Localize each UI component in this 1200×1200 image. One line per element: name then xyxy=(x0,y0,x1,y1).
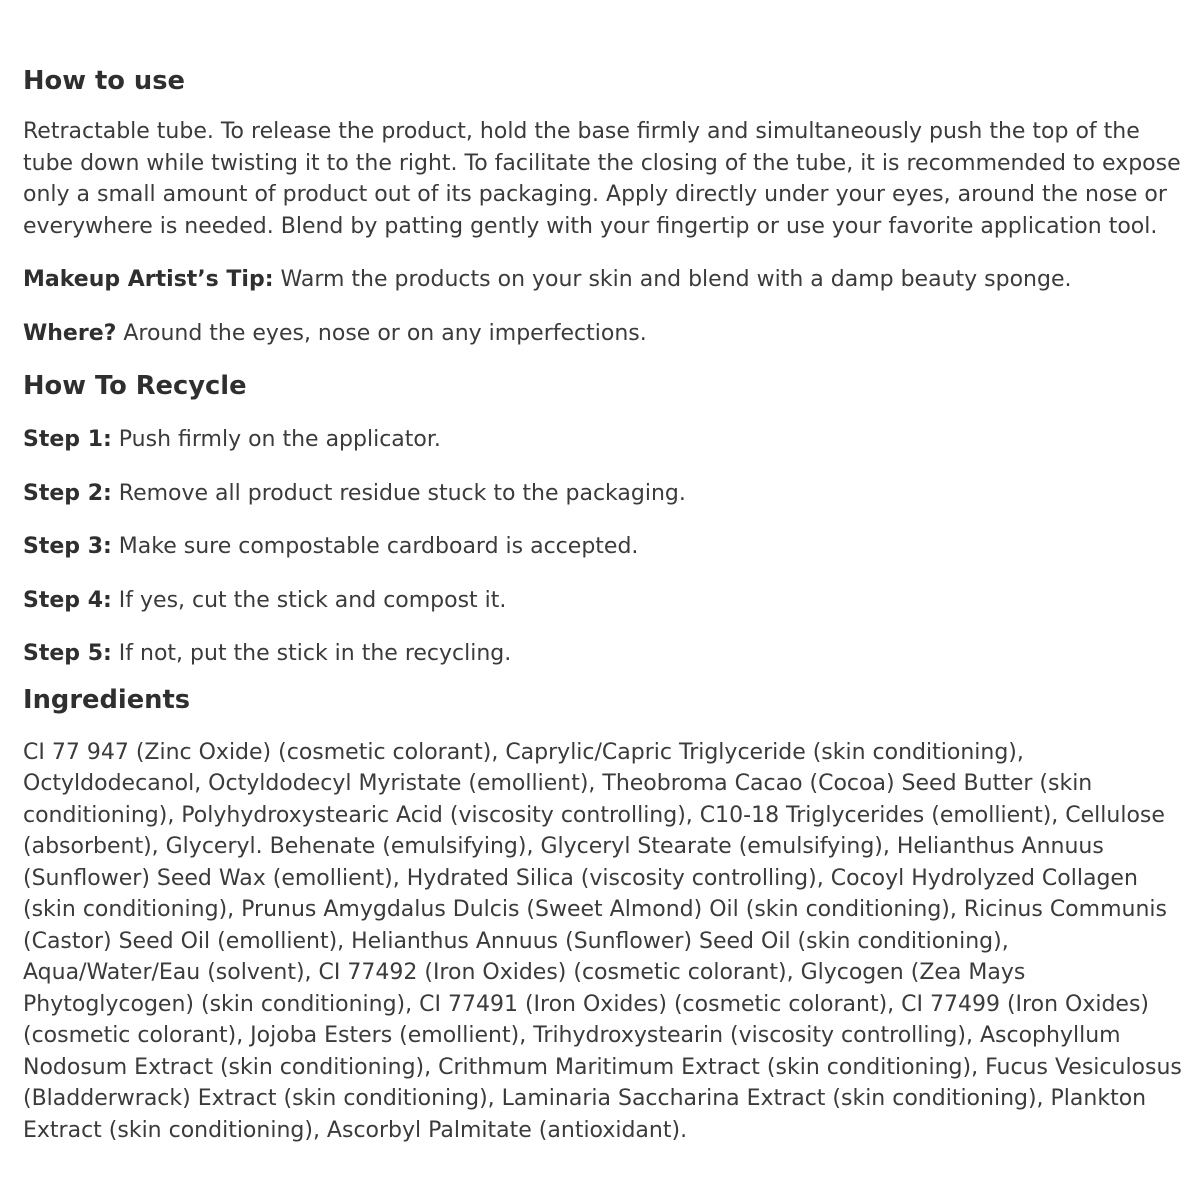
step-label: Step 5: xyxy=(23,641,112,666)
recycle-step-4 xyxy=(23,585,1182,617)
where-info xyxy=(23,318,1182,350)
step-text: Push firmly on the applicator. xyxy=(111,427,441,452)
step-label: Step 2: xyxy=(23,480,112,506)
makeup-tip xyxy=(23,264,1182,296)
where-text: Around the eyes, nose or on any imperfections. xyxy=(116,320,647,346)
step-text: If not, put the stick in the recycling. xyxy=(111,641,512,666)
ingredients-text: CI 77 947 (Zinc Oxide) (cosmetic colorant), Caprylic/Capric Triglyceride (skin conditioning), Octyldodecanol, Octyldodecyl Myristate (emollient), Theobroma Cacao (Cocoa) Seed Butter (skin conditioning), Polyhydroxystearic Acid (viscosity controlling), C10-18 Triglycerides (emollient), Cellulose (absorbent), Glyceryl. Behenate (emulsifying), Glyceryl Stearate (emulsifying), Helianthus Annuus (Sunflower) Seed Wax (emollient), Hydrated Silica (viscosity controlling), Cocoyl Hydrolyzed Collagen (skin conditioning), Prunus Amygdalus Dulcis (Sweet Almond) Oil (skin conditioning), Ricinus Communis (Castor) Seed Oil (emollient), Helianthus Annuus (Sunflower) Seed Oil (skin conditioning), Aqua/Water/Eau (solvent), CI 77492 (Iron Oxides) (cosmetic colorant), Glycogen (Zea Mays Phytoglycogen) (skin conditioning), CI 77491 (Iron Oxides) (cosmetic colorant), CI 77499 (Iron Oxides) (cosmetic colorant), Jojoba Esters (emollient), Trihydroxystearin (viscosity controlling), Ascophyllum Nodosum Extract (skin conditioning), Crithmum Maritimum Extract (skin conditioning), Fucus Vesiculosus (Bladderwrack) Extract (skin conditioning), Laminaria Saccharina Extract (skin conditioning), Plankton Extract (skin conditioning), Ascorbyl Palmitate (antioxidant). xyxy=(23,739,1182,1143)
how-to-use-heading: How to use xyxy=(23,66,185,96)
recycle-heading: How To Recycle xyxy=(23,371,247,401)
recycle-step-2 xyxy=(23,478,1182,510)
step-label: Step 3: xyxy=(23,534,112,559)
recycle-step-3 xyxy=(23,531,1182,563)
step-text: Make sure compostable cardboard is accepted. xyxy=(111,534,639,559)
step-text: If yes, cut the stick and compost it. xyxy=(111,587,507,613)
step-text: Remove all product residue stuck to the packaging. xyxy=(111,480,686,506)
ingredients-heading: Ingredients xyxy=(23,684,191,715)
where-label: Where? xyxy=(23,320,117,346)
recycle-step-1 xyxy=(23,424,1182,456)
makeup-tip-text: Warm the products on your skin and blend with a damp beauty sponge. xyxy=(273,267,1072,292)
how-to-use-text: Retractable tube. To release the product, hold the base firmly and simultaneously push the top of the tube down while twisting it to the right. To facilitate the closing of the tube, it is recommended to expose only a small amount of product out of its packaging. Apply directly under your eyes, around the nose or everywhere is needed. Blend by patting gently with your fingertip or use your favorite application tool. xyxy=(23,119,1181,239)
step-label: Step 1: xyxy=(23,427,112,452)
recycle-step-5 xyxy=(23,638,1182,670)
makeup-tip-label: Makeup Artist’s Tip: xyxy=(23,267,274,292)
step-label: Step 4: xyxy=(23,587,112,613)
